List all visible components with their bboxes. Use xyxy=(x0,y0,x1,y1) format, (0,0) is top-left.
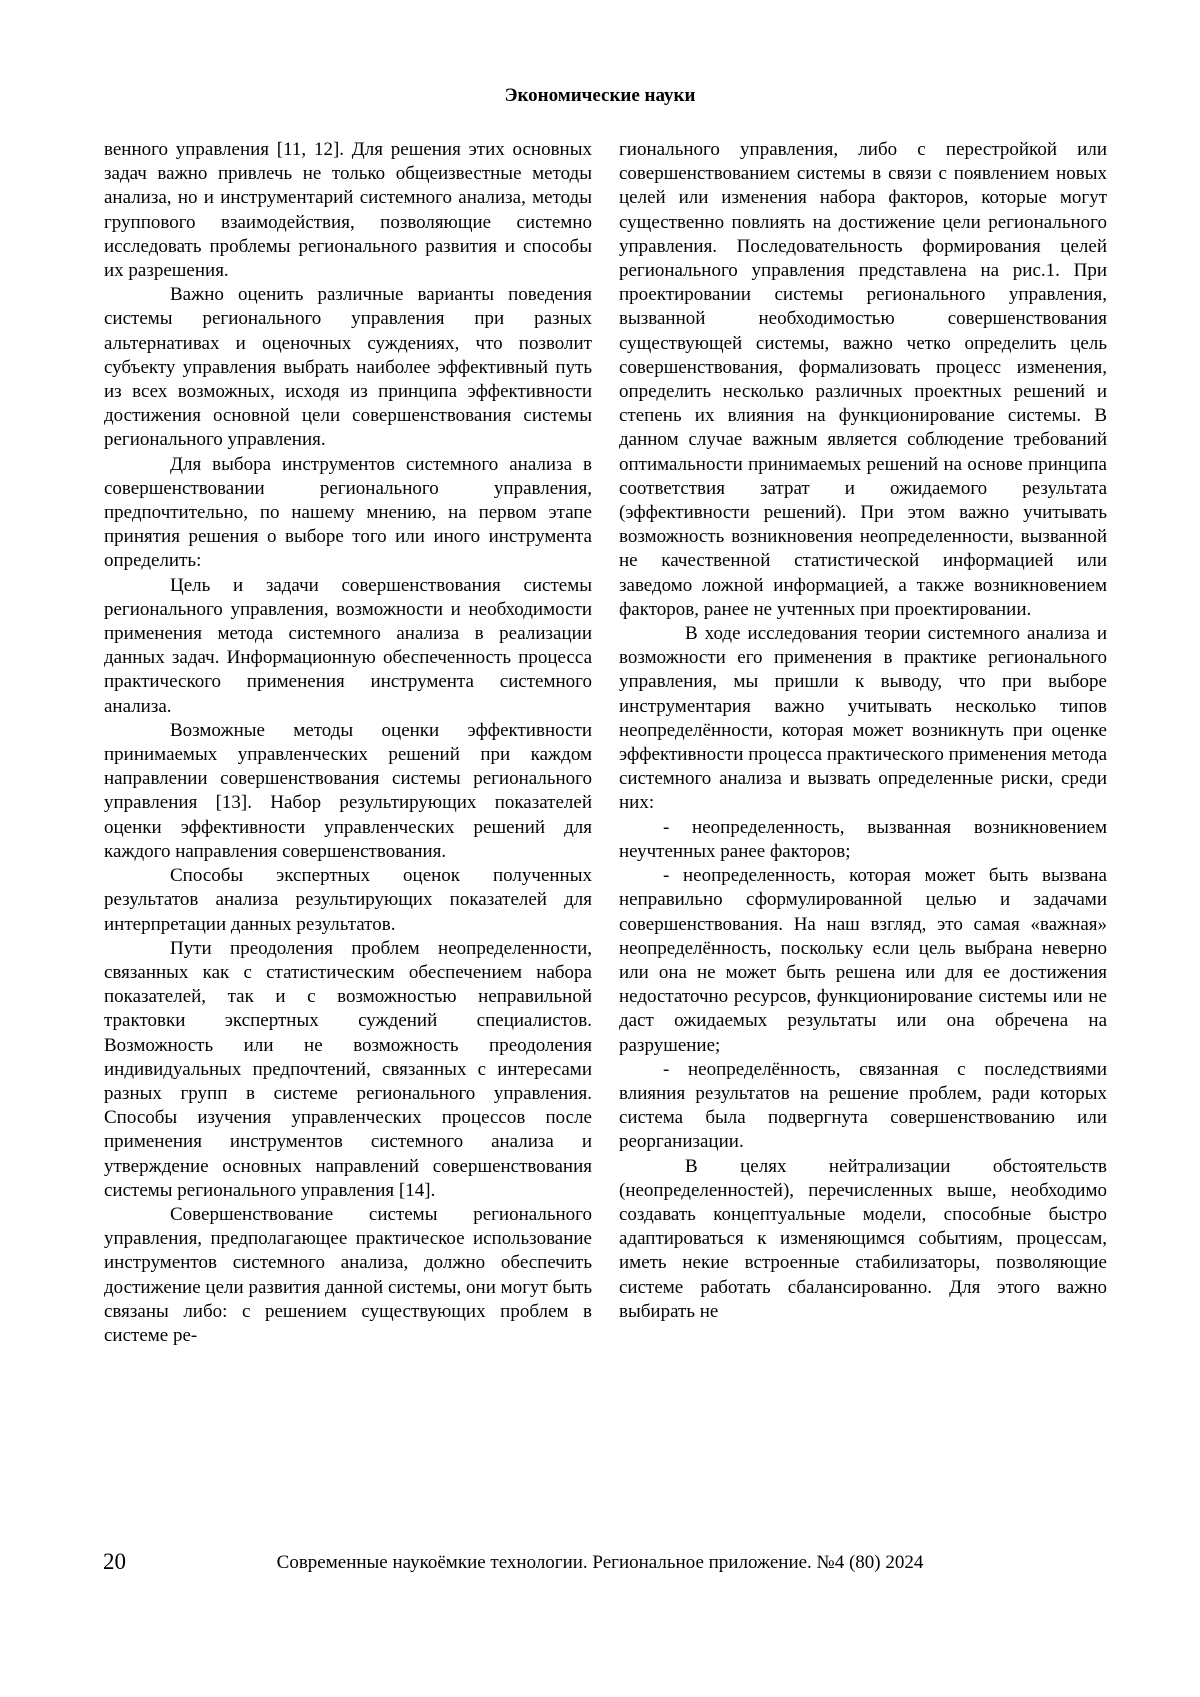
left-column xyxy=(104,138,592,1348)
page-number: 20 xyxy=(103,1549,126,1574)
paragraph: Для выбора инструментов системного анализа в совершенствовании регионального управления, предпочтительно, по нашему мнению, на первом этапе принятия решения о выборе того или иного инструмента определить: xyxy=(104,453,592,572)
paragraph: Возможные методы оценки эффективности принимаемых управленческих решений при каждом направлении совершенствования системы регионального управления [13]. Набор результирующих показателей оценки эффективности управленческих решений для каждого направления совершенствования. xyxy=(104,719,592,862)
right-column xyxy=(619,138,1107,1324)
paragraph: В целях нейтрализации обстоятельств (неопределенностей), перечисленных выше, необходимо создавать концептуальные модели, способные быстро адаптироваться к изменяющимся событиям, процессам, иметь некие встроенные стабилизаторы, позволяющие системе работать сбалансированно. Для этого важно выбирать не xyxy=(619,1155,1107,1322)
journal-footer: Современные наукоёмкие технологии. Региональное приложение. №4 (80) 2024 xyxy=(276,1552,924,1573)
list-item: - неопределенность, вызванная возникновением неучтенных ранее факторов; xyxy=(619,816,1107,862)
paragraph: Важно оценить различные варианты поведения системы регионального управления при разных альтернативах и оценочных суждениях, что позволит субъекту управления выбрать наиболее эффективный путь из всех возможных, исходя из принципа эффективности достижения основной цели совершенствования системы регионального управления. xyxy=(104,284,592,451)
paragraph: гионального управления, либо с перестройкой или совершенствованием системы в связи с появлением новых целей или изменения набора факторов, которые могут существенно повлиять на достижение цели регионального управления. Последовательность формирования целей регионального управления представлена на рис.1. При проектировании системы регионального управления, вызванной необходимостью совершенствования существующей системы, важно четко определить цель совершенствования, формализовать процесс изменения, определить несколько различных проектных решений и степень их влияния на функционирование системы. В данном случае важным является соблюдение требований оптимальности принимаемых решений на основе принципа соответствия затрат и ожидаемого результата (эффективности решений). При этом важно учитывать возможность возникновения неопределенности, вызванной не качественной статистической информацией или заведомо ложной информацией, а также возникновением факторов, ранее не учтенных при проектировании. xyxy=(619,139,1107,620)
paragraph: В ходе исследования теории системного анализа и возможности его применения в практике регионального управления, мы пришли к выводу, что при выборе инструментария важно учитывать несколько типов неопределённости, которая может возникнуть при оценке эффективности процесса практического применения метода системного анализа и вызвать определенные риски, среди них: xyxy=(619,623,1107,814)
paragraph: Способы экспертных оценок полученных результатов анализа результирующих показателей для интерпретации данных результатов. xyxy=(104,865,592,935)
list-item: - неопределённость, связанная с последствиями влияния результатов на решение проблем, ради которых система была подвергнута совершенствованию или реорганизации. xyxy=(619,1058,1107,1153)
paragraph: Пути преодоления проблем неопределенности, связанных как с статистическим обеспечением набора показателей, так и с возможностью неправильной трактовки экспертных суждений специалистов. Возможность или не возможность преодоления индивидуальных предпочтений, связанных с интересами разных групп в системе регионального управления. Способы изучения управленческих процессов после применения инструментов системного анализа и утверждение основных направлений совершенствования системы регионального управления [14]. xyxy=(104,937,592,1201)
list-item: - неопределенность, которая может быть вызвана неправильно сформулированной целью и задачами совершенствования. На наш взгляд, это самая «важная» неопределённость, поскольку если цель выбрана неверно или она не может быть решена или для ее достижения недостаточно ресурсов, функционирование системы или не даст ожидаемых результаты или она обречена на разрушение; xyxy=(619,865,1107,1056)
paragraph: Совершенствование системы регионального управления, предполагающее практическое использование инструментов системного анализа, должно обеспечить достижение цели развития данной системы, они могут быть связаны либо: с решением существующих проблем в системе ре- xyxy=(104,1203,592,1346)
paragraph: венного управления [11, 12]. Для решения этих основных задач важно привлечь не только общеизвестные методы анализа, но и инструментарий системного анализа, методы группового взаимодействия, позволяющие системно исследовать проблемы регионального развития и способы их разрешения. xyxy=(104,139,592,282)
paragraph: Цель и задачи совершенствования системы регионального управления, возможности и необходимости применения метода системного анализа в реализации данных задач. Информационную обеспеченность процесса практического применения инструмента системного анализа. xyxy=(104,574,592,717)
section-header: Экономические науки xyxy=(504,85,696,106)
